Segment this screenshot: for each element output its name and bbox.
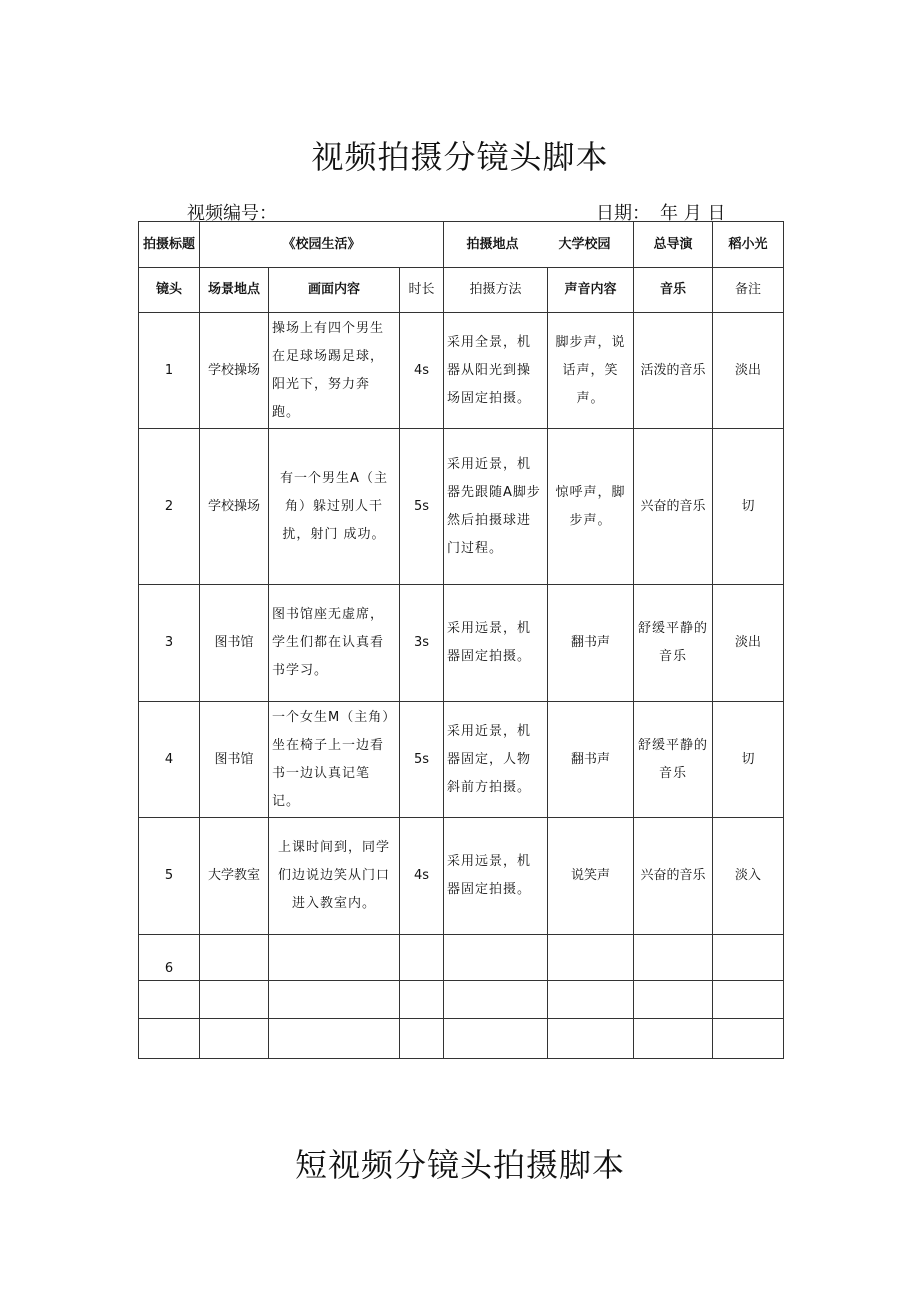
empty-cell (200, 1019, 269, 1059)
location-value: 大学校园 (558, 236, 611, 252)
scene-cell: 图书馆 (200, 702, 269, 818)
table-row (139, 313, 784, 429)
content-cell: 上课时间到，同学们边说边笑从门口进入教室内。 (269, 818, 400, 935)
scene-cell: 图书馆 (200, 585, 269, 702)
sound-cell: 翻书声 (548, 585, 634, 702)
duration-cell: 4s (400, 313, 444, 429)
duration-cell: 5s (400, 429, 444, 585)
scene-cell: 学校操场 (200, 429, 269, 585)
empty-cell (269, 1019, 400, 1059)
note-cell: 淡入 (713, 818, 784, 935)
sound-cell (548, 935, 634, 981)
empty-cell (139, 1019, 200, 1059)
col-header-method: 拍摄方法 (444, 268, 548, 313)
date-year: 年 (660, 203, 678, 224)
method-cell: 采用远景，机器固定拍摄。 (444, 585, 548, 702)
empty-cell (200, 981, 269, 1019)
col-header-content: 画面内容 (269, 268, 400, 313)
col-header-music: 音乐 (634, 268, 713, 313)
duration-cell: 5s (400, 702, 444, 818)
empty-cell (713, 981, 784, 1019)
shot-cell: 1 (139, 313, 200, 429)
empty-cell (634, 1019, 713, 1059)
note-cell: 切 (713, 429, 784, 585)
method-cell: 采用远景，机器固定拍摄。 (444, 818, 548, 935)
method-cell (444, 935, 548, 981)
music-cell: 舒缓平静的音乐 (634, 702, 713, 818)
shot-cell: 3 (139, 585, 200, 702)
col-header-scene: 场景地点 (200, 268, 269, 313)
empty-cell (139, 981, 200, 1019)
note-cell (713, 935, 784, 981)
title-value-cell: 《校园生活》 (200, 222, 444, 268)
sound-cell: 惊呼声，脚步声。 (548, 429, 634, 585)
table-row (139, 818, 784, 935)
shot-cell: 5 (139, 818, 200, 935)
video-number-label: 视频编号： (187, 203, 277, 224)
table-row-empty (139, 981, 784, 1019)
title-label-cell: 拍摄标题 (139, 222, 200, 268)
content-cell: 有一个男生A（主角）躲过别人干扰，射门 成功。 (269, 429, 400, 585)
empty-cell (269, 981, 400, 1019)
scene-cell: 大学教室 (200, 818, 269, 935)
scene-cell: 学校操场 (200, 313, 269, 429)
sound-cell: 翻书声 (548, 702, 634, 818)
location-label: 拍摄地点 (466, 236, 519, 252)
content-cell: 一个女生M（主角）坐在椅子上一边看书一边认真记笔记。 (269, 702, 400, 818)
table-column-header-row (139, 268, 784, 313)
director-value-cell: 稻小光 (713, 222, 784, 268)
content-cell (269, 935, 400, 981)
date-day: 日 (707, 203, 726, 224)
table-row (139, 585, 784, 702)
note-cell: 淡出 (713, 313, 784, 429)
content-cell: 操场上有四个男生在足球场踢足球，阳光下，努力奔跑。 (269, 313, 400, 429)
storyboard-table (138, 221, 784, 1059)
empty-cell (548, 981, 634, 1019)
page-title: 视频拍摄分镜头脚本 (311, 138, 609, 176)
empty-cell (400, 1019, 444, 1059)
sound-cell: 说笑声 (548, 818, 634, 935)
col-header-shot: 镜头 (139, 268, 200, 313)
director-label-cell: 总导演 (634, 222, 713, 268)
note-cell: 切 (713, 702, 784, 818)
table-row-empty (139, 1019, 784, 1059)
location-cell (444, 222, 634, 268)
table-header-info-row (139, 222, 784, 268)
empty-cell (548, 1019, 634, 1059)
date-month: 月 (683, 203, 702, 224)
empty-cell (400, 981, 444, 1019)
table-row (139, 935, 784, 981)
col-header-sound: 声音内容 (548, 268, 634, 313)
empty-cell (713, 1019, 784, 1059)
music-cell: 兴奋的音乐 (634, 429, 713, 585)
music-cell: 活泼的音乐 (634, 313, 713, 429)
note-cell: 淡出 (713, 585, 784, 702)
method-cell: 采用近景，机器先跟随A脚步然后拍摄球进门过程。 (444, 429, 548, 585)
shot-cell: 4 (139, 702, 200, 818)
duration-cell: 4s (400, 818, 444, 935)
method-cell: 采用全景，机器从阳光到操场固定拍摄。 (444, 313, 548, 429)
date-label: 日期： (596, 203, 650, 224)
empty-cell (634, 981, 713, 1019)
content-cell: 图书馆座无虚席，学生们都在认真看书学习。 (269, 585, 400, 702)
duration-cell (400, 935, 444, 981)
music-cell: 兴奋的音乐 (634, 818, 713, 935)
empty-cell (444, 981, 548, 1019)
sound-cell: 脚步声，说话声，笑声。 (548, 313, 634, 429)
table-row (139, 702, 784, 818)
music-cell (634, 935, 713, 981)
empty-cell (444, 1019, 548, 1059)
scene-cell (200, 935, 269, 981)
shot-cell: 2 (139, 429, 200, 585)
second-title: 短视频分镜头拍摄脚本 (294, 1146, 625, 1184)
col-header-note: 备注 (713, 268, 784, 313)
duration-cell: 3s (400, 585, 444, 702)
shot-cell: 6 (139, 935, 200, 981)
music-cell: 舒缓平静的音乐 (634, 585, 713, 702)
table-row (139, 429, 784, 585)
col-header-duration: 时长 (400, 268, 444, 313)
method-cell: 采用近景，机器固定，人物斜前方拍摄。 (444, 702, 548, 818)
